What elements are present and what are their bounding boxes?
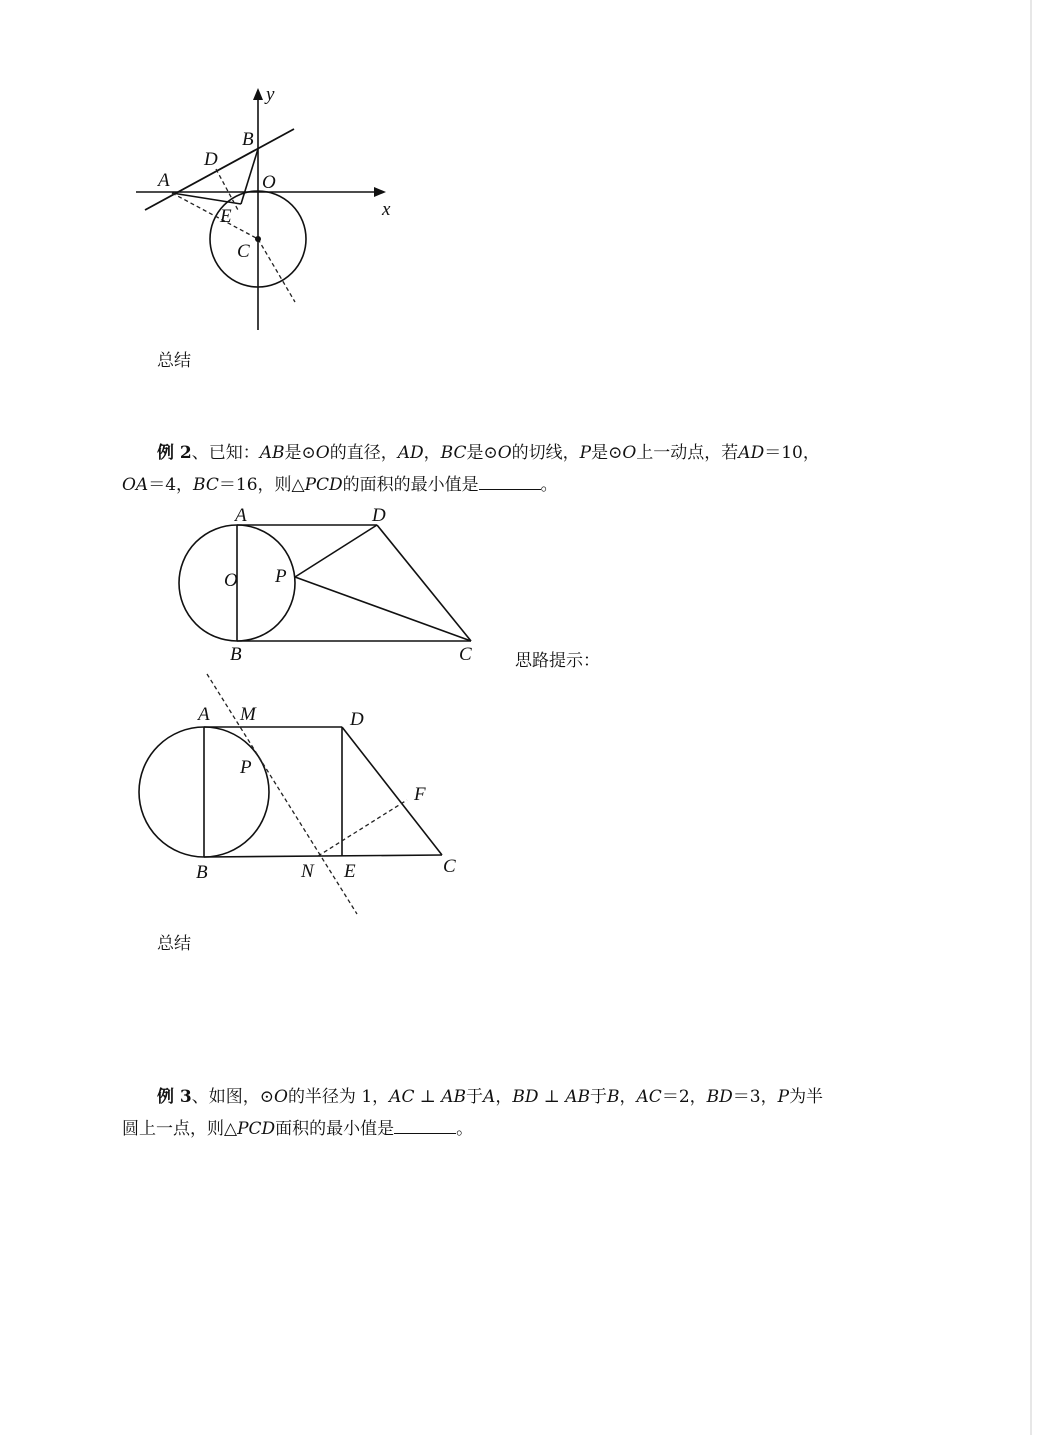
label-y: y <box>266 84 275 105</box>
label-c: C <box>459 644 472 665</box>
label-b: B <box>196 862 208 883</box>
segment-ae <box>172 193 241 204</box>
summary-label-1: 总结 <box>157 351 191 371</box>
label-p: P <box>275 566 287 587</box>
figure-example-2 <box>160 500 500 670</box>
tangent-bc <box>204 855 442 857</box>
answer-blank <box>394 1119 456 1134</box>
dashed-line-mn <box>207 674 357 914</box>
label-c: C <box>443 856 456 877</box>
center-point-c <box>255 236 261 242</box>
figure-coordinate-diagram <box>120 80 420 340</box>
label-n: N <box>301 861 314 882</box>
example-3-line-2: 圆上一点，则△PCD面积的最小值是 。 <box>122 1119 474 1139</box>
example-3-line-1: 例 3、如图，⊙O的半径为 1，AC ⊥ AB于A，BD ⊥ AB于B，AC＝2，BD＝3，P为半 <box>157 1087 824 1107</box>
hint-label: 思路提示： <box>515 651 600 671</box>
label-m: M <box>240 704 256 725</box>
dashed-de <box>216 169 238 210</box>
summary-label-2: 总结 <box>157 934 191 954</box>
label-b: B <box>230 644 242 665</box>
page-edge-line <box>1030 0 1032 1435</box>
label-d: D <box>204 149 218 170</box>
label-e: E <box>220 206 232 227</box>
label-f: F <box>414 784 426 805</box>
x-axis-arrow-icon <box>374 187 386 197</box>
dashed-nf <box>318 800 407 856</box>
answer-blank <box>479 475 541 490</box>
label-c: C <box>237 241 250 262</box>
example-2-line-2: OA＝4，BC＝16，则△PCD的面积的最小值是 。 <box>122 475 558 495</box>
example-3-title: 例 3 <box>157 1087 192 1107</box>
dashed-extension <box>258 239 295 302</box>
figure-hint <box>120 668 480 923</box>
label-a: A <box>235 505 247 526</box>
label-d: D <box>372 505 386 526</box>
example-2-title: 例 2 <box>157 443 192 463</box>
segment-pd <box>295 525 377 577</box>
label-x: x <box>382 199 391 220</box>
label-p: P <box>240 757 252 778</box>
label-b: B <box>242 129 254 150</box>
label-o: O <box>262 172 276 193</box>
label-a: A <box>198 704 210 725</box>
label-o: O <box>224 570 238 591</box>
label-a: A <box>158 170 170 191</box>
segment-dc <box>342 727 442 855</box>
y-axis-arrow-icon <box>253 88 263 100</box>
label-e: E <box>344 861 356 882</box>
label-d: D <box>350 709 364 730</box>
example-2-line-1: 例 2、已知：AB是⊙O的直径，AD，BC是⊙O的切线，P是⊙O上一动点，若AD＝10， <box>157 443 820 463</box>
